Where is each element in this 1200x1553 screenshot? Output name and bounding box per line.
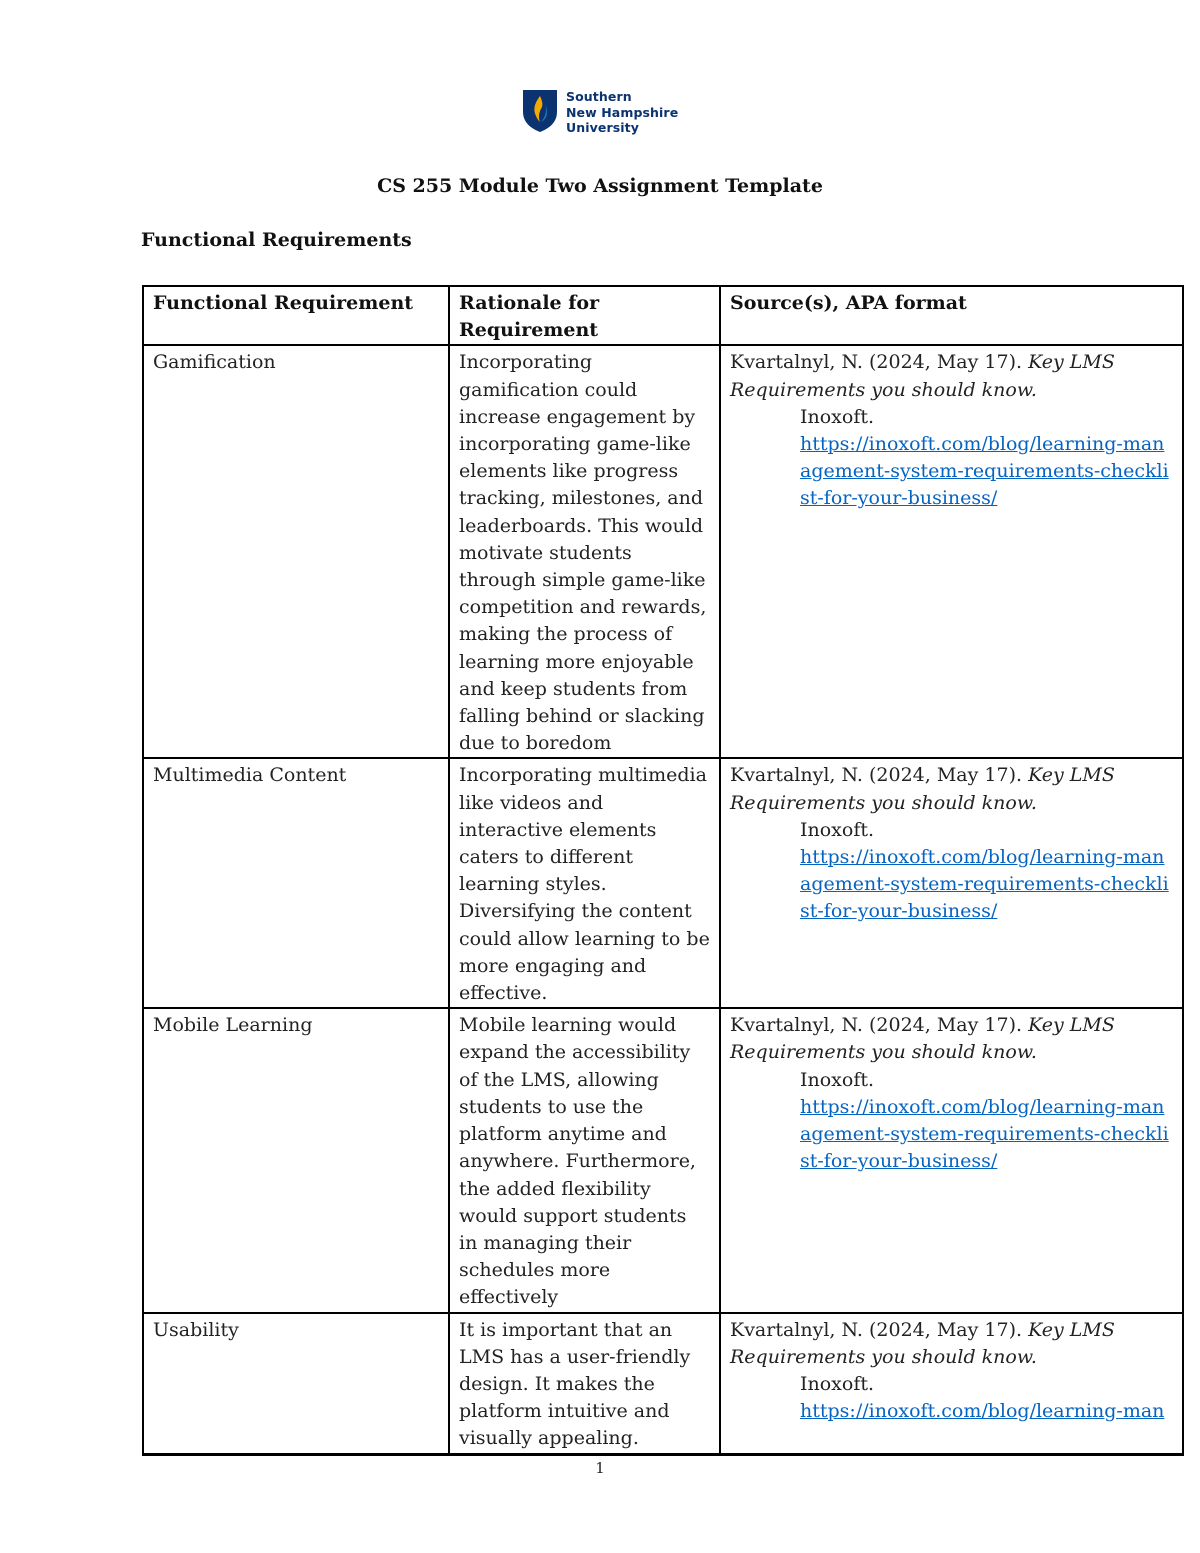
citation-publisher: Inoxoft. [800, 405, 875, 428]
requirement-cell: Multimedia Content [143, 758, 449, 1008]
citation-title: Key LMS Requirements you should know. [730, 351, 1115, 401]
citation-link[interactable]: https://inoxoft.com/blog/learning-man [800, 1400, 1165, 1423]
table-row [143, 345, 1183, 758]
table-row [143, 1008, 1183, 1312]
header-rationale: Rationale for Requirement [449, 286, 720, 345]
requirement-cell: Mobile Learning [143, 1008, 449, 1312]
citation-publisher: Inoxoft. [800, 1068, 875, 1091]
header-sources: Source(s), APA format [720, 286, 1183, 345]
citation-continuation [730, 404, 1173, 513]
table-row [143, 758, 1183, 1008]
document-title: CS 255 Module Two Assignment Template [377, 175, 823, 197]
citation-author: Kvartalnyl, N. (2024, May 17). [730, 1318, 1023, 1341]
citation-link[interactable]: https://inoxoft.com/blog/learning-management-system-requirements-checklist-for-your-business/ [800, 1095, 1169, 1173]
citation-continuation [730, 817, 1173, 926]
rationale-cell: Incorporating multimedia like videos and interactive elements caters to different learning styles. Diversifying the content could allow learning to be more engaging and effective. [449, 758, 720, 1008]
citation-title: Key LMS Requirements you should know. [730, 1014, 1115, 1064]
rationale-cell: Incorporating gamification could increase engagement by incorporating game-like elements like progress tracking, milestones, and leaderboards. This would motivate students through simple game-like competition and rewards, making the process of learning more enjoyable and keep students from falling behind or slacking due to boredom [449, 345, 720, 758]
section-heading: Functional Requirements [141, 229, 412, 251]
citation-author: Kvartalnyl, N. (2024, May 17). [730, 1014, 1023, 1037]
citation-publisher: Inoxoft. [800, 1372, 875, 1395]
logo-line-2: New Hampshire [566, 104, 679, 120]
requirement-cell: Usability [143, 1313, 449, 1455]
university-logo [521, 88, 691, 136]
source-cell [720, 1008, 1183, 1312]
citation-link[interactable]: https://inoxoft.com/blog/learning-management-system-requirements-checklist-for-your-business/ [800, 433, 1169, 510]
citation-publisher: Inoxoft. [800, 818, 875, 841]
source-cell [720, 1313, 1183, 1455]
citation-continuation [730, 1371, 1173, 1425]
citation [730, 1317, 1173, 1371]
university-wordmark [566, 89, 678, 136]
table-header-row [143, 286, 1183, 345]
citation [730, 1012, 1173, 1066]
citation [730, 349, 1173, 403]
citation [730, 762, 1173, 816]
snhu-shield-icon [521, 88, 559, 134]
rationale-cell: It is important that an LMS has a user-friendly design. It makes the platform intuitive and visually appealing. [449, 1313, 720, 1455]
logo-line-3: University [566, 120, 639, 135]
citation-link[interactable]: https://inoxoft.com/blog/learning-management-system-requirements-checklist-for-your-business/ [800, 846, 1169, 923]
rationale-cell: Mobile learning would expand the accessibility of the LMS, allowing students to use the platform anytime and anywhere. Furthermore, the added flexibility would support students in managing their schedules more effectively [449, 1008, 720, 1312]
citation-author: Kvartalnyl, N. (2024, May 17). [730, 764, 1023, 787]
citation-continuation [730, 1067, 1173, 1176]
citation-author: Kvartalnyl, N. (2024, May 17). [730, 351, 1023, 374]
table-row [143, 1313, 1183, 1455]
header-functional-requirement: Functional Requirement [143, 286, 449, 345]
page-number: 1 [595, 1459, 605, 1477]
source-cell [720, 758, 1183, 1008]
logo-line-1: Southern [566, 89, 632, 104]
requirement-cell: Gamification [143, 345, 449, 758]
citation-title: Key LMS Requirements you should know. [730, 1318, 1115, 1368]
source-cell [720, 345, 1183, 758]
requirements-table [142, 285, 1184, 1456]
citation-title: Key LMS Requirements you should know. [730, 764, 1115, 814]
